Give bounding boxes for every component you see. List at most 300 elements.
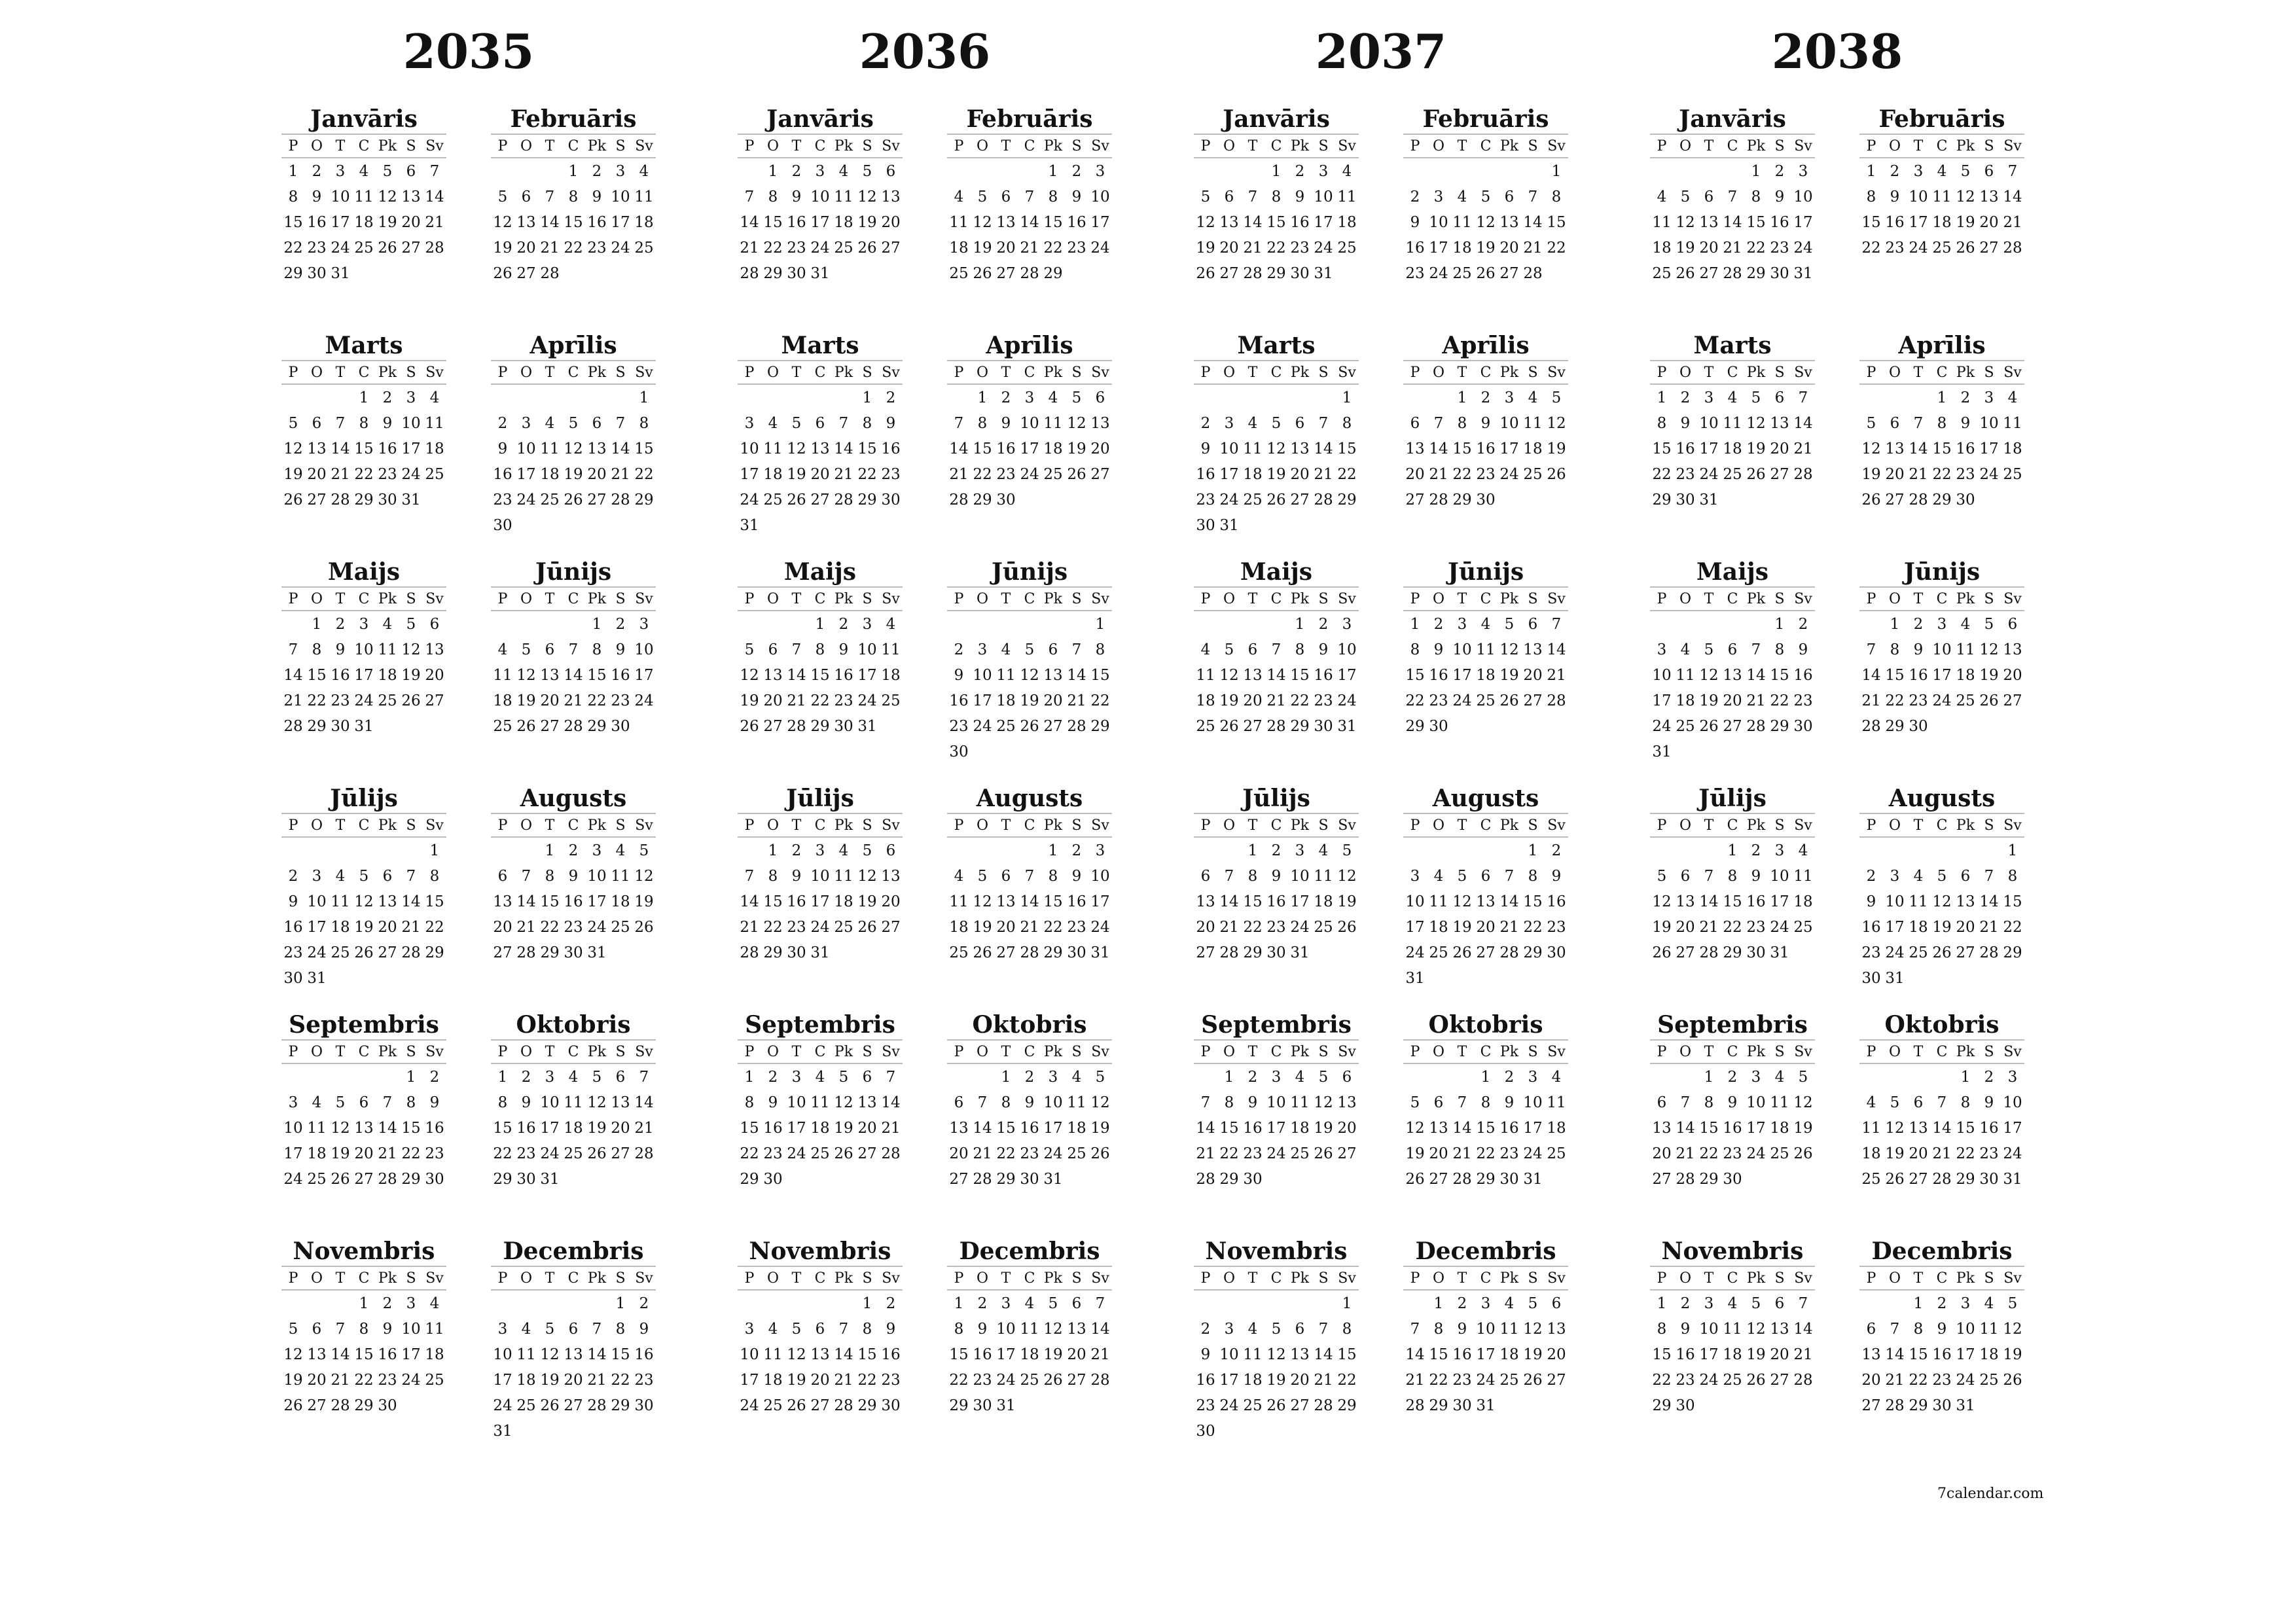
day-cell [305,1290,329,1316]
day-cell [1768,1166,1791,1192]
day-cell: 4 [768,1320,778,1338]
day-cell: 26 [787,1397,806,1414]
day-cell: 14 [1746,666,1766,684]
day-cell: 22 [1861,239,1881,257]
day-cell: 28 [1020,264,1039,282]
day-cell: 21 [1243,239,1263,257]
weekday-header: O [514,1040,538,1063]
day-cell [1217,384,1241,410]
day-cell: 30 [973,1397,992,1414]
weekday-header: C [808,1040,832,1063]
day-cell: 3 [1024,389,1035,406]
day-cell: 28 [634,1145,654,1162]
day-cell: 8 [1048,867,1058,885]
day-cell: 2 [886,389,896,406]
day-cell: 28 [331,1397,350,1414]
weekday-header: Pk [1041,1266,1065,1290]
day-cell: 24 [857,692,877,709]
day-cell: 2 [1024,1068,1035,1086]
day-cell: 4 [1657,188,1667,205]
weekday-header: Pk [376,813,399,837]
day-cell: 6 [521,188,531,205]
day-cell [1744,611,1768,637]
day-cell: 18 [996,692,1016,709]
day-cell: 3 [1295,842,1305,859]
day-cell: 21 [881,1119,901,1137]
day-cell: 25 [1243,491,1263,508]
day-cell: 1 [1704,1068,1714,1086]
weekday-header: Sv [2001,134,2024,158]
weekday-header: T [994,813,1018,837]
day-cell: 29 [740,1170,759,1188]
day-cell [855,260,879,286]
day-cell: 5 [1866,414,1876,432]
day-cell: 5 [1224,641,1234,658]
day-cell: 22 [634,465,654,483]
day-cell: 4 [1528,389,1538,406]
day-cell: 28 [1676,1170,1695,1188]
day-cell [1650,837,1674,863]
day-cell: 23 [1746,918,1766,936]
month-8 [947,784,1112,965]
day-cell [947,611,971,637]
day-cell: 23 [1314,692,1333,709]
day-cell: 28 [1909,491,1928,508]
day-cell: 9 [335,641,346,658]
day-cell: 1 [639,389,649,406]
day-cell: 2 [1071,842,1082,859]
day-cell: 1 [1048,842,1058,859]
day-cell: 1 [768,842,778,859]
weekday-header: P [738,587,761,611]
day-cell: 20 [996,239,1016,257]
day-cell: 27 [763,717,783,735]
day-cell: 21 [516,918,536,936]
day-cell: 14 [401,893,421,910]
day-cell: 9 [288,893,298,910]
month-name: Novembris [1205,1238,1348,1265]
week-row [1650,1342,1815,1367]
month-11 [281,1237,446,1418]
day-cell: 3 [1751,1068,1761,1086]
month-grid [1650,134,1815,286]
day-cell [879,940,903,965]
day-cell: 26 [1266,1397,1286,1414]
day-cell [1521,713,1545,739]
day-cell: 11 [834,188,853,205]
day-cell: 4 [382,615,393,633]
weekday-header: Pk [832,361,855,384]
day-cell: 1 [568,162,579,180]
day-cell: 12 [973,893,992,910]
week-row [738,1342,903,1367]
week-row [1403,863,1568,889]
day-cell: 3 [744,414,755,432]
day-cell: 11 [763,440,783,457]
month-10 [1859,1010,2024,1192]
day-cell: 8 [1960,1094,1971,1111]
day-cell [1744,1393,1768,1418]
week-row [1859,1090,2024,1115]
day-cell: 3 [1224,1320,1234,1338]
day-cell: 11 [1020,1320,1039,1338]
week-row [738,384,903,410]
weekday-header: T [1450,1266,1474,1290]
day-cell: 11 [425,414,444,432]
day-cell: 13 [1723,666,1742,684]
day-cell: 16 [1770,213,1789,231]
weekday-header: Sv [1088,587,1112,611]
day-cell: 22 [857,465,877,483]
day-cell: 5 [1200,188,1211,205]
week-row [1403,1342,1568,1367]
day-cell: 16 [787,213,806,231]
day-cell: 11 [1499,1320,1519,1338]
day-cell: 22 [857,1371,877,1389]
day-cell: 16 [834,666,853,684]
day-cell: 11 [1909,893,1928,910]
weekday-header: C [1721,1040,1744,1063]
day-cell: 24 [1932,692,1952,709]
day-cell: 19 [1266,465,1286,483]
day-cell: 10 [1885,893,1905,910]
day-cell: 3 [1504,389,1515,406]
week-row [1650,209,1815,235]
day-cell [832,1166,855,1192]
day-cell: 12 [1499,641,1519,658]
weekday-header: Sv [423,1040,446,1063]
weekday-header: T [1450,587,1474,611]
day-cell: 10 [540,1094,560,1111]
day-cell: 26 [1196,264,1215,282]
day-cell: 9 [886,414,896,432]
day-cell: 6 [1504,188,1515,205]
week-row [1859,1367,2024,1393]
day-cell: 17 [331,213,350,231]
day-cell: 20 [540,692,560,709]
weekday-header: Pk [1744,1040,1768,1063]
day-cell [1194,611,1217,637]
day-cell: 13 [401,188,421,205]
day-cell: 23 [611,692,630,709]
day-cell: 17 [1452,666,1472,684]
day-cell: 22 [1547,239,1566,257]
weekday-header: T [994,1266,1018,1290]
day-cell [1427,837,1450,863]
day-cell [1335,940,1359,965]
day-cell: 3 [1271,1068,1282,1086]
weekday-header: P [491,134,514,158]
day-cell: 2 [768,1068,778,1086]
day-cell: 27 [1676,944,1695,961]
day-cell: 11 [1956,641,1975,658]
weekday-header: Pk [1954,813,1977,837]
weekday-header: C [1018,587,1041,611]
year-title: 2037 [1315,24,1447,79]
weekday-header: O [761,1040,785,1063]
month-name: Marts [1693,332,1772,359]
day-cell: 25 [763,491,783,508]
weekday-header: P [1194,1040,1217,1063]
day-cell: 16 [1956,440,1975,457]
day-cell: 31 [1337,717,1357,735]
day-cell: 24 [587,918,607,936]
day-cell: 3 [1774,842,1785,859]
day-cell: 12 [1090,1094,1110,1111]
day-cell: 17 [587,893,607,910]
day-cell [632,713,656,739]
day-cell: 7 [1727,188,1738,205]
day-cell: 30 [1723,1170,1742,1188]
day-cell: 29 [1956,1170,1975,1188]
weekday-header: Pk [585,361,609,384]
day-cell: 5 [1680,188,1691,205]
day-cell: 2 [1551,842,1562,859]
day-cell: 22 [1476,1145,1496,1162]
day-cell: 27 [2003,692,2022,709]
day-cell: 6 [1551,1294,1562,1312]
week-row [1194,158,1359,184]
week-row [491,688,656,713]
day-cell: 31 [401,491,421,508]
day-cell: 28 [611,491,630,508]
weekday-header: T [538,134,562,158]
day-cell: 13 [1067,1320,1086,1338]
weekday-header: T [1241,813,1265,837]
day-cell: 26 [1979,692,1999,709]
day-cell: 6 [1774,389,1785,406]
day-cell: 12 [740,666,759,684]
day-cell [1768,739,1791,764]
weekday-header: S [609,361,632,384]
day-cell: 2 [382,389,393,406]
day-cell: 3 [1095,162,1105,180]
day-cell: 13 [307,440,327,457]
month-2 [491,105,656,286]
day-cell: 5 [639,842,649,859]
month-9 [1194,1010,1359,1192]
day-cell: 23 [881,465,901,483]
day-cell: 28 [1699,944,1719,961]
day-cell: 25 [1243,1397,1263,1414]
weekday-header: P [1650,134,1674,158]
day-cell: 6 [1095,389,1105,406]
day-cell: 17 [787,1119,806,1137]
day-cell: 11 [1547,1094,1566,1111]
day-cell: 23 [307,239,327,257]
week-row [1650,940,1815,965]
day-cell [281,837,305,863]
weekday-header: S [855,134,879,158]
day-cell [491,1290,514,1316]
day-cell: 2 [521,1068,531,1086]
day-cell: 2 [429,1068,440,1086]
day-cell: 8 [1342,414,1352,432]
day-cell: 31 [1405,969,1425,987]
week-row [947,1166,1112,1192]
weekday-header: S [399,134,423,158]
day-cell: 24 [2003,1145,2022,1162]
weekday-header: Pk [1498,134,1521,158]
day-cell: 27 [1476,944,1496,961]
day-cell: 29 [425,944,444,961]
month-6 [1403,558,1568,739]
day-cell [1088,1166,1112,1192]
day-cell: 10 [1290,867,1310,885]
day-cell [1907,965,1930,991]
week-row [491,611,656,637]
day-cell: 7 [1224,867,1234,885]
day-cell [1859,837,1883,863]
day-cell: 18 [1020,1346,1039,1363]
day-cell: 7 [382,1094,393,1111]
week-row [1859,384,2024,410]
day-cell: 17 [857,666,877,684]
day-cell [1545,1166,1568,1192]
day-cell: 20 [881,213,901,231]
week-row [1194,1342,1359,1367]
day-cell [1545,713,1568,739]
day-cell: 1 [1247,842,1258,859]
day-cell: 1 [615,1294,626,1312]
day-cell: 12 [1337,867,1357,885]
day-cell: 14 [1793,414,1813,432]
day-cell: 8 [1295,641,1305,658]
month-name: Maijs [1240,558,1313,586]
day-cell: 29 [401,1170,421,1188]
day-cell: 31 [493,1422,512,1440]
day-cell: 29 [493,1170,512,1188]
day-cell: 1 [359,389,369,406]
day-cell: 3 [1318,162,1329,180]
day-cell: 14 [378,1119,397,1137]
day-cell: 29 [810,717,830,735]
day-cell: 15 [1337,1346,1357,1363]
day-cell: 23 [1885,239,1905,257]
month-grid [491,134,656,286]
day-cell: 14 [881,1094,901,1111]
day-cell [1930,837,1954,863]
day-cell [632,512,656,538]
day-cell: 9 [791,188,802,205]
week-row [491,158,656,184]
day-cell [1403,384,1427,410]
day-cell: 2 [1937,1294,1947,1312]
day-cell: 15 [493,1119,512,1137]
day-cell: 23 [1243,1145,1263,1162]
day-cell: 28 [1314,1397,1333,1414]
day-cell: 17 [307,918,327,936]
day-cell: 20 [1219,239,1239,257]
day-cell [1403,158,1427,184]
day-cell: 30 [1429,717,1448,735]
week-row [1194,1367,1359,1393]
day-cell: 22 [1337,1371,1357,1389]
day-cell: 2 [312,162,322,180]
week-row [947,1342,1112,1367]
weekday-header: T [1450,813,1474,837]
day-cell: 30 [1499,1170,1519,1188]
day-cell: 5 [1890,1094,1900,1111]
day-cell: 14 [540,213,560,231]
day-cell: 18 [1652,239,1672,257]
day-cell: 13 [1219,213,1239,231]
day-cell: 20 [493,918,512,936]
day-cell: 24 [1043,1145,1063,1162]
day-cell: 22 [493,1145,512,1162]
day-cell: 21 [1861,692,1881,709]
day-cell [538,1418,562,1444]
day-cell: 19 [1746,440,1766,457]
day-cell: 5 [1410,1094,1420,1111]
day-cell: 11 [354,188,374,205]
day-cell: 16 [1405,239,1425,257]
day-cell [1545,487,1568,512]
week-row [1403,889,1568,914]
weekday-header: C [1265,1040,1288,1063]
day-cell [1907,837,1930,863]
day-cell: 16 [1067,893,1086,910]
day-cell: 7 [1866,641,1876,658]
weekday-header: P [281,134,305,158]
day-cell [1265,384,1288,410]
day-cell: 17 [401,1346,421,1363]
day-cell: 15 [2003,893,2022,910]
weekday-header: O [305,813,329,837]
week-row [1194,209,1359,235]
day-cell [1721,739,1744,764]
day-cell: 7 [1318,1320,1329,1338]
day-cell: 5 [1984,615,1994,633]
day-cell: 25 [1652,264,1672,282]
day-cell: 12 [1067,414,1086,432]
day-cell: 29 [283,264,303,282]
day-cell: 21 [1746,692,1766,709]
day-cell: 7 [744,867,755,885]
day-cell: 2 [1071,162,1082,180]
weekday-header: Sv [632,1266,656,1290]
day-cell: 3 [406,1294,416,1312]
week-row [947,713,1112,739]
week-row [1650,1090,1815,1115]
day-cell: 27 [810,491,830,508]
weekday-header: Sv [1545,1266,1568,1290]
week-row [1859,1342,2024,1367]
weekday-header: C [1721,361,1744,384]
week-row [1650,662,1815,688]
week-row [491,1342,656,1367]
day-cell: 19 [283,1371,303,1389]
day-cell: 28 [740,264,759,282]
day-cell: 14 [1429,440,1448,457]
weekday-header: T [1241,587,1265,611]
day-cell: 15 [634,440,654,457]
day-cell: 8 [592,641,602,658]
week-row [738,1393,903,1418]
day-cell: 24 [493,1397,512,1414]
day-cell: 8 [639,414,649,432]
day-cell: 10 [973,666,992,684]
day-cell: 11 [1770,1094,1789,1111]
week-row [947,837,1112,863]
month-grid [947,586,1112,764]
weekday-header: Pk [585,1040,609,1063]
day-cell: 10 [611,188,630,205]
month-3 [738,331,903,538]
day-cell: 30 [1746,944,1766,961]
weekday-header: C [1018,361,1041,384]
day-cell: 23 [834,692,853,709]
